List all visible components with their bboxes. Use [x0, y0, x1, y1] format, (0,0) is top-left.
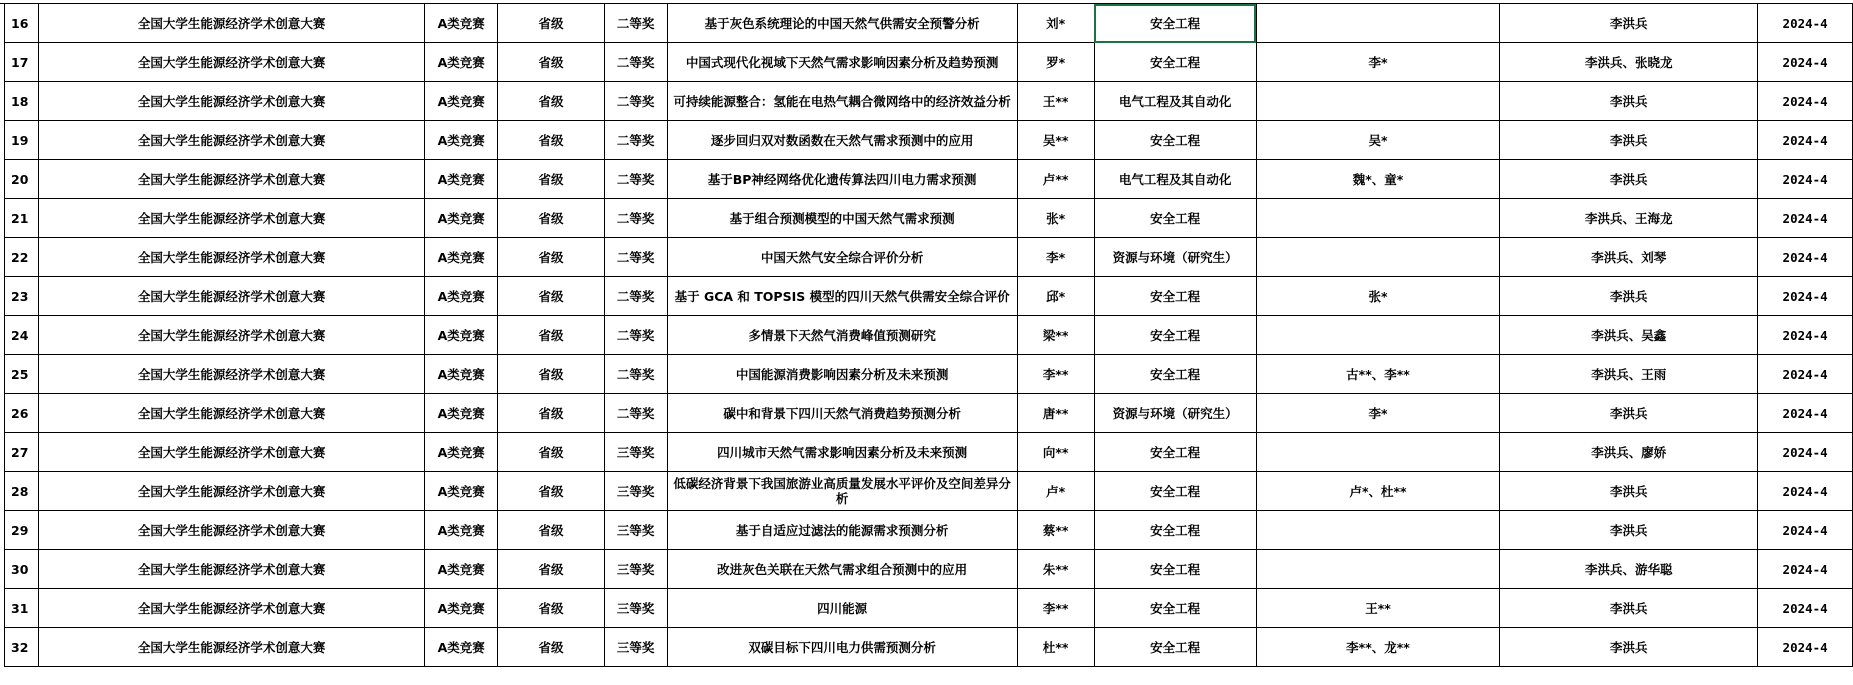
cell-index[interactable]: 32	[5, 628, 39, 667]
cell-members[interactable]: 李*	[1256, 394, 1500, 433]
cell-index[interactable]: 23	[5, 277, 39, 316]
cell-project-title[interactable]: 中国能源消费影响因素分析及未来预测	[667, 355, 1017, 394]
table-row	[5, 394, 1853, 433]
cell-index[interactable]: 16	[5, 4, 39, 43]
cell-members[interactable]: 魏*、童*	[1256, 160, 1500, 199]
cell-level[interactable]: 省级	[498, 472, 604, 511]
cell-project-title[interactable]: 中国式现代化视域下天然气需求影响因素分析及趋势预测	[667, 43, 1017, 82]
cell-competition[interactable]: 全国大学生能源经济学术创意大赛	[39, 4, 425, 43]
cell-project-title[interactable]: 四川能源	[667, 589, 1017, 628]
cell-date[interactable]: 2024-4	[1758, 82, 1853, 121]
cell-major[interactable]: 电气工程及其自动化	[1094, 82, 1256, 121]
table-row	[5, 160, 1853, 199]
cell-project-title[interactable]: 改进灰色关联在天然气需求组合预测中的应用	[667, 550, 1017, 589]
cell-category[interactable]: A类竞赛	[424, 238, 497, 277]
cell-competition[interactable]: 全国大学生能源经济学术创意大赛	[39, 121, 425, 160]
cell-leader[interactable]: 李**	[1017, 355, 1094, 394]
cell-level[interactable]: 省级	[498, 355, 604, 394]
cell-members[interactable]: 吴*	[1256, 121, 1500, 160]
cell-major[interactable]: 安全工程	[1094, 433, 1256, 472]
cell-advisor[interactable]: 李洪兵	[1500, 160, 1758, 199]
cell-leader[interactable]: 梁**	[1017, 316, 1094, 355]
cell-level[interactable]: 省级	[498, 511, 604, 550]
cell-members[interactable]: 张*	[1256, 277, 1500, 316]
cell-date[interactable]: 2024-4	[1758, 43, 1853, 82]
cell-members[interactable]	[1256, 82, 1500, 121]
cell-advisor[interactable]: 李洪兵、王雨	[1500, 355, 1758, 394]
cell-date[interactable]: 2024-4	[1758, 160, 1853, 199]
cell-prize[interactable]: 二等奖	[604, 160, 667, 199]
cell-advisor[interactable]: 李洪兵、吴鑫	[1500, 316, 1758, 355]
cell-competition[interactable]: 全国大学生能源经济学术创意大赛	[39, 355, 425, 394]
table-row	[5, 43, 1853, 82]
cell-project-title[interactable]: 基于组合预测模型的中国天然气需求预测	[667, 199, 1017, 238]
cell-level[interactable]: 省级	[498, 43, 604, 82]
cell-major[interactable]: 安全工程	[1094, 4, 1256, 43]
cell-date[interactable]: 2024-4	[1758, 550, 1853, 589]
cell-level[interactable]: 省级	[498, 316, 604, 355]
cell-category[interactable]: A类竞赛	[424, 550, 497, 589]
cell-major[interactable]: 安全工程	[1094, 472, 1256, 511]
table-row	[5, 277, 1853, 316]
cell-prize[interactable]: 二等奖	[604, 4, 667, 43]
cell-level[interactable]: 省级	[498, 199, 604, 238]
table-row	[5, 238, 1853, 277]
cell-level[interactable]: 省级	[498, 82, 604, 121]
cell-project-title[interactable]: 可持续能源整合：氢能在电热气耦合微网络中的经济效益分析	[667, 82, 1017, 121]
cell-date[interactable]: 2024-4	[1758, 316, 1853, 355]
cell-competition[interactable]: 全国大学生能源经济学术创意大赛	[39, 394, 425, 433]
cell-prize[interactable]: 二等奖	[604, 394, 667, 433]
cell-advisor[interactable]: 李洪兵	[1500, 472, 1758, 511]
cell-project-title[interactable]: 双碳目标下四川电力供需预测分析	[667, 628, 1017, 667]
cell-major[interactable]: 安全工程	[1094, 628, 1256, 667]
cell-leader[interactable]: 蔡**	[1017, 511, 1094, 550]
cell-major[interactable]: 安全工程	[1094, 316, 1256, 355]
cell-index[interactable]: 29	[5, 511, 39, 550]
cell-category[interactable]: A类竞赛	[424, 121, 497, 160]
cell-category[interactable]: A类竞赛	[424, 43, 497, 82]
cell-members[interactable]	[1256, 199, 1500, 238]
cell-prize[interactable]: 三等奖	[604, 511, 667, 550]
cell-competition[interactable]: 全国大学生能源经济学术创意大赛	[39, 628, 425, 667]
cell-advisor[interactable]: 李洪兵、刘琴	[1500, 238, 1758, 277]
cell-date[interactable]: 2024-4	[1758, 277, 1853, 316]
cell-category[interactable]: A类竞赛	[424, 433, 497, 472]
table-row	[5, 316, 1853, 355]
cell-prize[interactable]: 二等奖	[604, 199, 667, 238]
cell-level[interactable]: 省级	[498, 394, 604, 433]
cell-prize[interactable]: 二等奖	[604, 82, 667, 121]
cell-members[interactable]	[1256, 316, 1500, 355]
cell-prize[interactable]: 三等奖	[604, 628, 667, 667]
cell-index[interactable]: 26	[5, 394, 39, 433]
table-row	[5, 199, 1853, 238]
cell-major[interactable]: 安全工程	[1094, 277, 1256, 316]
cell-project-title[interactable]: 碳中和背景下四川天然气消费趋势预测分析	[667, 394, 1017, 433]
cell-project-title[interactable]: 中国天然气安全综合评价分析	[667, 238, 1017, 277]
cell-advisor[interactable]: 李洪兵、廖娇	[1500, 433, 1758, 472]
cell-project-title[interactable]: 基于自适应过滤法的能源需求预测分析	[667, 511, 1017, 550]
cell-date[interactable]: 2024-4	[1758, 433, 1853, 472]
cell-level[interactable]: 省级	[498, 4, 604, 43]
awards-table	[4, 3, 1853, 667]
table-body	[5, 4, 1853, 667]
cell-index[interactable]: 20	[5, 160, 39, 199]
cell-major[interactable]: 安全工程	[1094, 199, 1256, 238]
cell-competition[interactable]: 全国大学生能源经济学术创意大赛	[39, 160, 425, 199]
cell-members[interactable]: 李*	[1256, 43, 1500, 82]
cell-index[interactable]: 24	[5, 316, 39, 355]
cell-level[interactable]: 省级	[498, 238, 604, 277]
cell-prize[interactable]: 三等奖	[604, 433, 667, 472]
cell-category[interactable]: A类竞赛	[424, 355, 497, 394]
cell-leader[interactable]: 卢*	[1017, 472, 1094, 511]
cell-advisor[interactable]: 李洪兵	[1500, 277, 1758, 316]
cell-project-title[interactable]: 逐步回归双对数函数在天然气需求预测中的应用	[667, 121, 1017, 160]
cell-advisor[interactable]: 李洪兵	[1500, 628, 1758, 667]
cell-category[interactable]: A类竞赛	[424, 589, 497, 628]
cell-level[interactable]: 省级	[498, 628, 604, 667]
cell-major[interactable]: 安全工程	[1094, 121, 1256, 160]
table-row	[5, 589, 1853, 628]
cell-advisor[interactable]: 李洪兵、张晓龙	[1500, 43, 1758, 82]
cell-advisor[interactable]: 李洪兵、游华聪	[1500, 550, 1758, 589]
cell-competition[interactable]: 全国大学生能源经济学术创意大赛	[39, 238, 425, 277]
cell-prize[interactable]: 二等奖	[604, 121, 667, 160]
table-row	[5, 355, 1853, 394]
cell-competition[interactable]: 全国大学生能源经济学术创意大赛	[39, 550, 425, 589]
cell-leader[interactable]: 李*	[1017, 238, 1094, 277]
cell-competition[interactable]: 全国大学生能源经济学术创意大赛	[39, 472, 425, 511]
cell-date[interactable]: 2024-4	[1758, 472, 1853, 511]
cell-project-title[interactable]: 低碳经济背景下我国旅游业高质量发展水平评价及空间差异分析	[667, 472, 1017, 511]
cell-members[interactable]	[1256, 433, 1500, 472]
cell-project-title[interactable]: 基于 GCA 和 TOPSIS 模型的四川天然气供需安全综合评价	[667, 277, 1017, 316]
cell-category[interactable]: A类竞赛	[424, 82, 497, 121]
cell-leader[interactable]: 刘*	[1017, 4, 1094, 43]
cell-advisor[interactable]: 李洪兵	[1500, 589, 1758, 628]
cell-leader[interactable]: 杜**	[1017, 628, 1094, 667]
cell-category[interactable]: A类竞赛	[424, 316, 497, 355]
cell-level[interactable]: 省级	[498, 160, 604, 199]
cell-prize[interactable]: 二等奖	[604, 355, 667, 394]
cell-level[interactable]: 省级	[498, 121, 604, 160]
cell-index[interactable]: 21	[5, 199, 39, 238]
cell-major[interactable]: 安全工程	[1094, 589, 1256, 628]
cell-date[interactable]: 2024-4	[1758, 121, 1853, 160]
cell-prize[interactable]: 三等奖	[604, 472, 667, 511]
table-row	[5, 628, 1853, 667]
cell-members[interactable]: 卢*、杜**	[1256, 472, 1500, 511]
cell-leader[interactable]: 唐**	[1017, 394, 1094, 433]
cell-level[interactable]: 省级	[498, 433, 604, 472]
cell-members[interactable]: 古**、李**	[1256, 355, 1500, 394]
cell-category[interactable]: A类竞赛	[424, 277, 497, 316]
cell-members[interactable]: 王**	[1256, 589, 1500, 628]
cell-competition[interactable]: 全国大学生能源经济学术创意大赛	[39, 433, 425, 472]
cell-advisor[interactable]: 李洪兵	[1500, 511, 1758, 550]
table-row	[5, 433, 1853, 472]
cell-index[interactable]: 17	[5, 43, 39, 82]
cell-category[interactable]: A类竞赛	[424, 472, 497, 511]
cell-index[interactable]: 19	[5, 121, 39, 160]
cell-index[interactable]: 18	[5, 82, 39, 121]
table-row	[5, 82, 1853, 121]
cell-category[interactable]: A类竞赛	[424, 628, 497, 667]
cell-prize[interactable]: 二等奖	[604, 43, 667, 82]
cell-category[interactable]: A类竞赛	[424, 199, 497, 238]
cell-advisor[interactable]: 李洪兵	[1500, 121, 1758, 160]
cell-advisor[interactable]: 李洪兵、王海龙	[1500, 199, 1758, 238]
cell-prize[interactable]: 二等奖	[604, 316, 667, 355]
cell-category[interactable]: A类竞赛	[424, 511, 497, 550]
cell-members[interactable]	[1256, 4, 1500, 43]
cell-prize[interactable]: 二等奖	[604, 238, 667, 277]
cell-competition[interactable]: 全国大学生能源经济学术创意大赛	[39, 511, 425, 550]
cell-advisor[interactable]: 李洪兵	[1500, 394, 1758, 433]
cell-major[interactable]: 电气工程及其自动化	[1094, 160, 1256, 199]
cell-date[interactable]: 2024-4	[1758, 628, 1853, 667]
cell-leader[interactable]: 张*	[1017, 199, 1094, 238]
cell-leader[interactable]: 罗*	[1017, 43, 1094, 82]
cell-level[interactable]: 省级	[498, 550, 604, 589]
cell-major[interactable]: 安全工程	[1094, 550, 1256, 589]
cell-competition[interactable]: 全国大学生能源经济学术创意大赛	[39, 277, 425, 316]
cell-members[interactable]	[1256, 238, 1500, 277]
cell-category[interactable]: A类竞赛	[424, 394, 497, 433]
cell-index[interactable]: 31	[5, 589, 39, 628]
cell-index[interactable]: 22	[5, 238, 39, 277]
cell-date[interactable]: 2024-4	[1758, 394, 1853, 433]
cell-competition[interactable]: 全国大学生能源经济学术创意大赛	[39, 316, 425, 355]
cell-members[interactable]	[1256, 550, 1500, 589]
cell-major[interactable]: 安全工程	[1094, 355, 1256, 394]
cell-category[interactable]: A类竞赛	[424, 4, 497, 43]
cell-leader[interactable]: 李**	[1017, 589, 1094, 628]
cell-level[interactable]: 省级	[498, 589, 604, 628]
cell-leader[interactable]: 向**	[1017, 433, 1094, 472]
table-row	[5, 472, 1853, 511]
cell-leader[interactable]: 吴**	[1017, 121, 1094, 160]
cell-project-title[interactable]: 基于灰色系统理论的中国天然气供需安全预警分析	[667, 4, 1017, 43]
cell-project-title[interactable]: 四川城市天然气需求影响因素分析及未来预测	[667, 433, 1017, 472]
cell-date[interactable]: 2024-4	[1758, 238, 1853, 277]
table-row	[5, 4, 1853, 43]
cell-members[interactable]: 李**、龙**	[1256, 628, 1500, 667]
cell-index[interactable]: 28	[5, 472, 39, 511]
cell-date[interactable]: 2024-4	[1758, 4, 1853, 43]
cell-project-title[interactable]: 基于BP神经网络优化遗传算法四川电力需求预测	[667, 160, 1017, 199]
cell-date[interactable]: 2024-4	[1758, 199, 1853, 238]
cell-prize[interactable]: 三等奖	[604, 589, 667, 628]
cell-advisor[interactable]: 李洪兵	[1500, 82, 1758, 121]
table-row	[5, 550, 1853, 589]
cell-index[interactable]: 27	[5, 433, 39, 472]
cell-leader[interactable]: 邱*	[1017, 277, 1094, 316]
cell-competition[interactable]: 全国大学生能源经济学术创意大赛	[39, 589, 425, 628]
cell-index[interactable]: 25	[5, 355, 39, 394]
cell-advisor[interactable]: 李洪兵	[1500, 4, 1758, 43]
cell-date[interactable]: 2024-4	[1758, 355, 1853, 394]
cell-project-title[interactable]: 多情景下天然气消费峰值预测研究	[667, 316, 1017, 355]
table-row	[5, 511, 1853, 550]
cell-major[interactable]: 资源与环境（研究生）	[1094, 238, 1256, 277]
cell-major[interactable]: 安全工程	[1094, 511, 1256, 550]
cell-leader[interactable]: 朱**	[1017, 550, 1094, 589]
cell-index[interactable]: 30	[5, 550, 39, 589]
cell-level[interactable]: 省级	[498, 277, 604, 316]
cell-date[interactable]: 2024-4	[1758, 511, 1853, 550]
cell-competition[interactable]: 全国大学生能源经济学术创意大赛	[39, 199, 425, 238]
cell-prize[interactable]: 二等奖	[604, 277, 667, 316]
table-row	[5, 121, 1853, 160]
cell-category[interactable]: A类竞赛	[424, 160, 497, 199]
cell-members[interactable]	[1256, 511, 1500, 550]
cell-date[interactable]: 2024-4	[1758, 589, 1853, 628]
cell-major[interactable]: 资源与环境（研究生）	[1094, 394, 1256, 433]
cell-competition[interactable]: 全国大学生能源经济学术创意大赛	[39, 43, 425, 82]
cell-major[interactable]: 安全工程	[1094, 43, 1256, 82]
cell-prize[interactable]: 三等奖	[604, 550, 667, 589]
cell-leader[interactable]: 王**	[1017, 82, 1094, 121]
cell-leader[interactable]: 卢**	[1017, 160, 1094, 199]
cell-competition[interactable]: 全国大学生能源经济学术创意大赛	[39, 82, 425, 121]
